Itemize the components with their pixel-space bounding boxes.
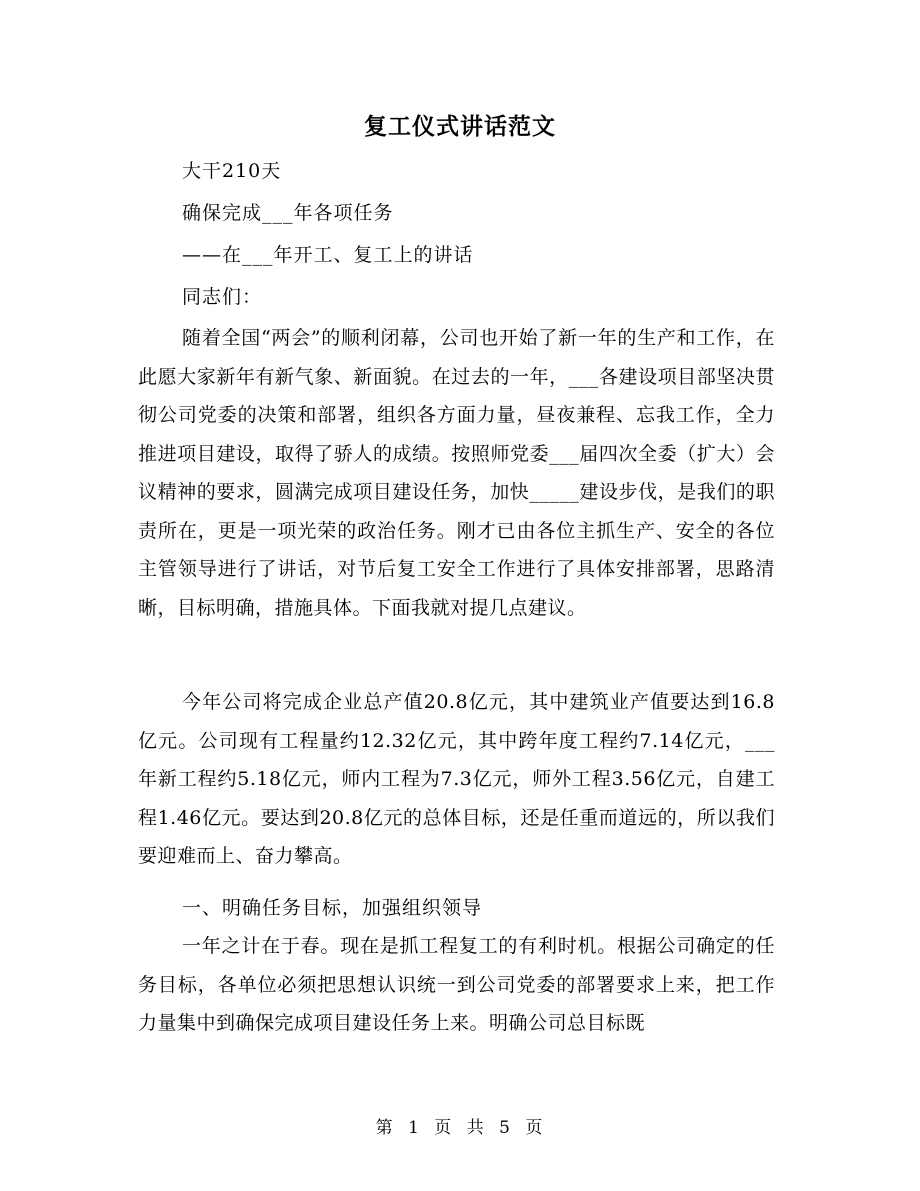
section-heading: 一、明确任务目标，加强组织领导: [182, 897, 483, 919]
footer-page-word: 页: [434, 1118, 454, 1138]
paragraph-3: 一年之计在于春。现在是抓工程复工的有利时机。根据公司确定的任务目标，各单位必须把思想认识统一到公司党委的部署要求上来，把工作力量集中到确保完成项目建设任务上来。明确公司总目标既: [138, 935, 775, 1034]
subtitle-line-1: 大干210天: [182, 160, 282, 182]
footer-prefix: 第: [375, 1118, 395, 1138]
footer-total-prefix: 共: [466, 1118, 486, 1138]
footer-total-pages: 5: [499, 1118, 512, 1138]
subtitle-line-2: 确保完成___年各项任务: [182, 202, 394, 224]
subtitle-line-3: ——在___年开工、复工上的讲话: [182, 244, 474, 266]
footer-current-page: 1: [408, 1118, 421, 1138]
paragraph-2: 今年公司将完成企业总产值20.8亿元，其中建筑业产值要达到16.8亿元。公司现有工程量约12.32亿元，其中跨年度工程约7.14亿元，___年新工程约5.18亿元，师内工程为7.3亿元，师外工程3.56亿元，自建工程1.46亿元。要达到20.8亿元的总体目标，还是任重而道远的，所以我们要迎难而上、奋力攀高。: [138, 691, 775, 867]
page-footer: [0, 1113, 920, 1138]
salutation: 同志们：: [182, 286, 263, 308]
footer-suffix: 页: [525, 1118, 545, 1138]
paragraph-1: 随着全国“两会”的顺利闭幕，公司也开始了新一年的生产和工作，在此愿大家新年有新气象、新面貌。在过去的一年，___各建设项目部坚决贯彻公司党委的决策和部署，组织各方面力量，昼夜兼程、忘我工作，全力推进项目建设，取得了骄人的成绩。按照师党委___届四次全委（扩大）会议精神的要求，圆满完成项目建设任务，加快_____建设步伐，是我们的职责所在，更是一项光荣的政治任务。刚才已由各位主抓生产、安全的各位主管领导进行了讲话，对节后复工安全工作进行了具体安排部署，思路清晰，目标明确，措施具体。下面我就对提几点建议。: [138, 327, 775, 619]
document-title: 复工仪式讲话范文: [364, 113, 556, 140]
